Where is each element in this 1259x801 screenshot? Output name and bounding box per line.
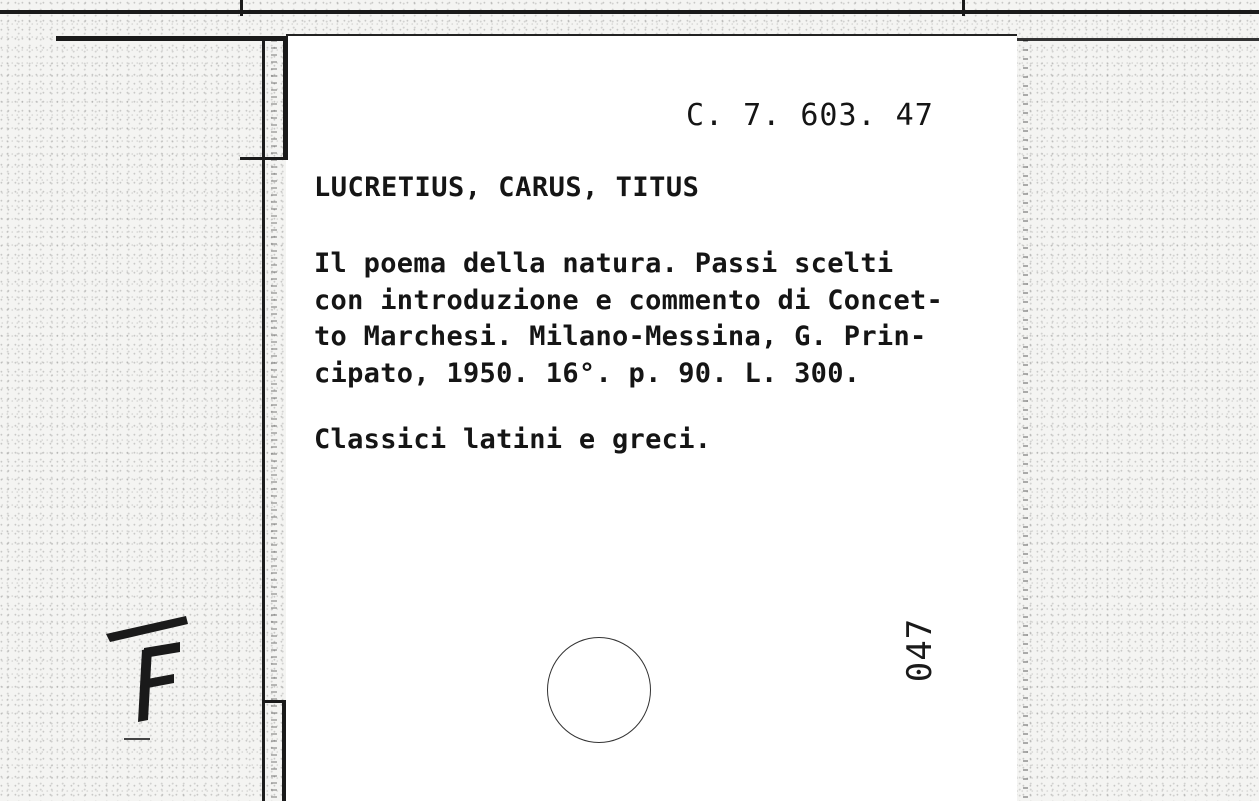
top-border-rule: [0, 0, 1259, 14]
rotated-stamp-number: 047: [900, 617, 940, 683]
top-rule-tick-left: [240, 0, 243, 16]
bibliographic-description: [314, 246, 943, 392]
description-line-2: con introduzione e commento di Concet-: [314, 284, 944, 316]
description-line-3: to Marchesi. Milano-Messina, G. Prin-: [314, 321, 927, 352]
margin-letter-f-mark: [104, 612, 204, 752]
description-line-1: Il poema della natura. Passi scelti: [314, 248, 894, 279]
right-margin-rule: [1017, 38, 1259, 41]
call-number: C. 7. 603. 47: [686, 98, 934, 133]
letter-f-icon: [104, 612, 204, 752]
author-heading: LUCRETIUS, CARUS, TITUS: [314, 172, 700, 203]
card-bottom-left-bracket: [262, 700, 286, 801]
card-top-left-bracket: [240, 36, 288, 160]
top-rule-tick-right: [962, 0, 965, 16]
card-right-edge: [1015, 40, 1035, 801]
punch-hole-circle: [547, 637, 651, 743]
description-line-4: cipato, 1950. 16°. p. 90. L. 300.: [314, 357, 861, 389]
series-note: Classici latini e greci.: [314, 424, 712, 455]
